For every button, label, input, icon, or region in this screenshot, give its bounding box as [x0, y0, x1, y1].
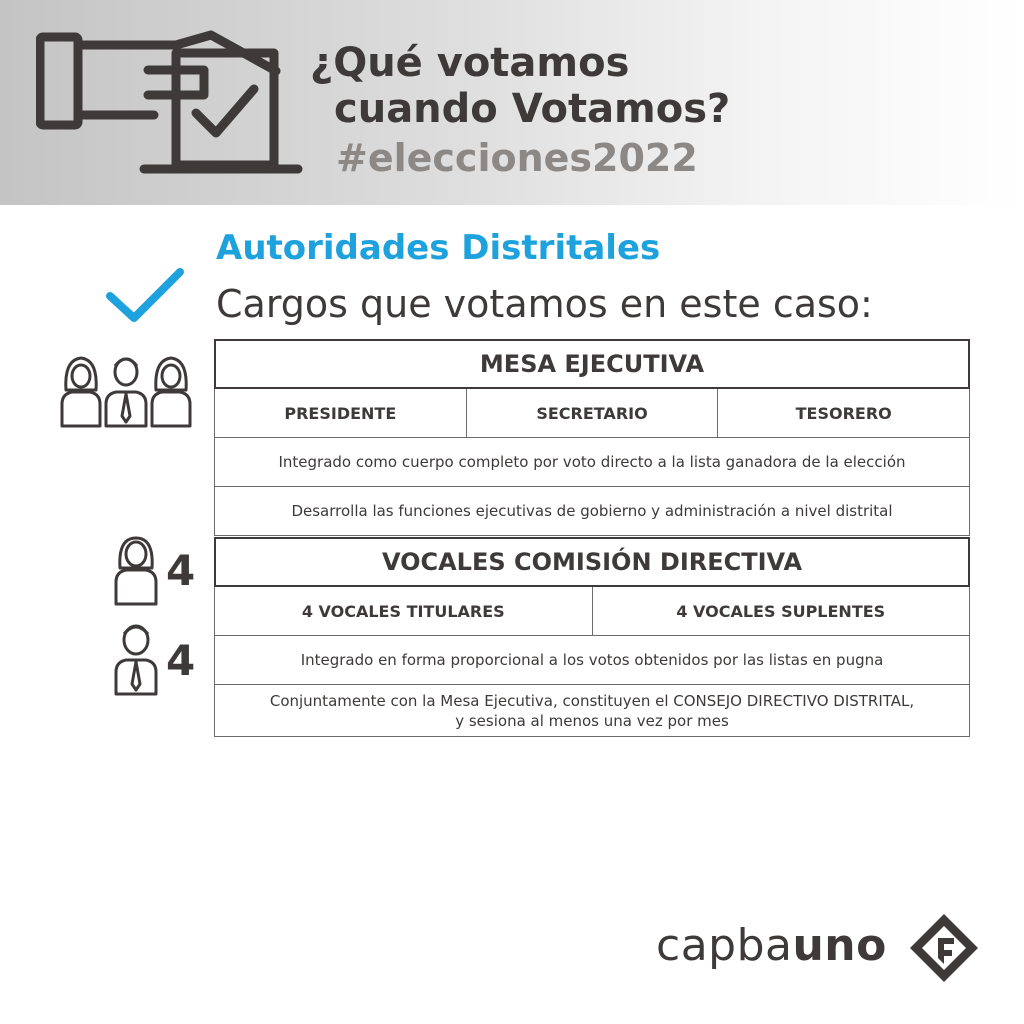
role-secretario: SECRETARIO	[467, 389, 719, 437]
section-subtitle: Cargos que votamos en este caso:	[216, 282, 873, 326]
mesa-ejecutiva-table	[214, 339, 970, 536]
woman-icon	[112, 536, 160, 606]
mesa-note-1: Integrado como cuerpo completo por voto directo a la lista ganadora de la elección	[214, 438, 970, 487]
logo-text-bold: uno	[792, 920, 887, 971]
page-title	[310, 40, 730, 132]
hashtag: #elecciones2022	[336, 136, 698, 180]
man-icon	[112, 622, 160, 696]
vocales-heading: VOCALES COMISIÓN DIRECTIVA	[214, 537, 970, 587]
title-line-1: ¿Qué votamos	[310, 40, 630, 86]
vocales-table	[214, 537, 970, 737]
vocales-roles-row	[214, 587, 970, 636]
ballot-box-icon	[36, 25, 306, 180]
people-group-icon	[56, 350, 196, 428]
mesa-heading: MESA EJECUTIVA	[214, 339, 970, 389]
header-banner	[0, 0, 1024, 205]
role-tesorero: TESORERO	[795, 403, 892, 423]
women-count: 4	[166, 546, 196, 595]
mesa-roles-row	[214, 389, 970, 438]
vocales-note-1: Integrado en forma proporcional a los votos obtenidos por las listas en pugna	[214, 636, 970, 685]
vocales-note-2: Conjuntamente con la Mesa Ejecutiva, constituyen el CONSEJO DIRECTIVO DISTRITAL, y sesiona al menos una vez por mes	[214, 685, 970, 737]
logo-text-light: capba	[656, 920, 793, 971]
check-icon	[104, 266, 186, 326]
capbauno-logo-icon	[908, 912, 980, 984]
section-title: Autoridades Distritales	[216, 228, 661, 268]
role-vocales-titulares: 4 VOCALES TITULARES	[215, 587, 593, 635]
brand-logo	[656, 920, 887, 971]
mesa-note-2: Desarrolla las funciones ejecutivas de gobierno y administración a nivel distrital	[214, 487, 970, 536]
role-vocales-suplentes: 4 VOCALES SUPLENTES	[676, 601, 886, 621]
men-count: 4	[166, 636, 196, 685]
title-line-2: cuando Votamos?	[334, 86, 731, 132]
role-presidente: PRESIDENTE	[215, 389, 467, 437]
